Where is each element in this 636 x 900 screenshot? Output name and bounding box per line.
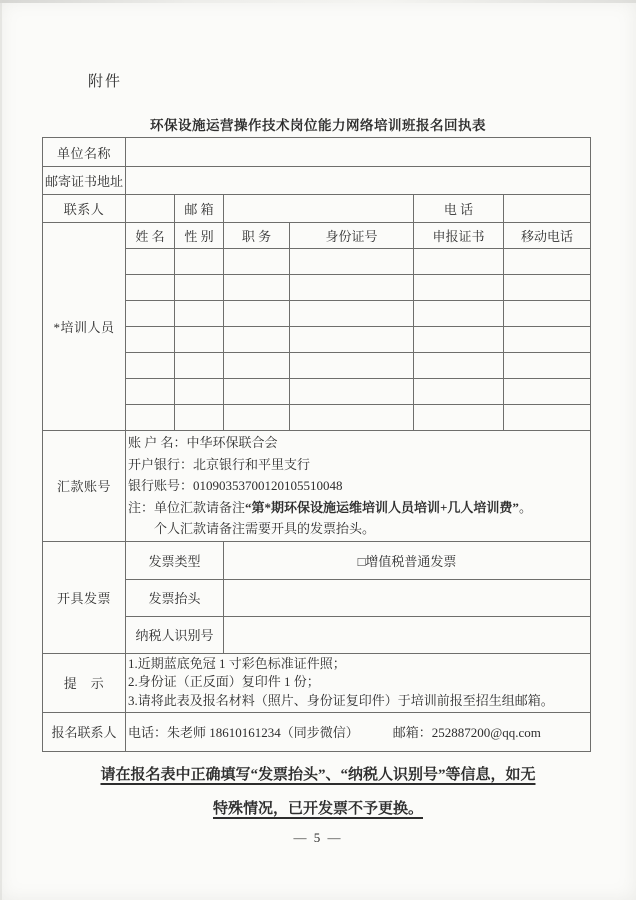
remittance-note-line1 [128,497,588,519]
empty-cell [504,275,591,301]
unit-name-value-cell [126,138,591,167]
empty-cell [290,405,414,431]
footer-note [0,758,636,826]
invoice-label: 开具发票 [43,541,126,653]
empty-cell [224,275,290,301]
taxpayer-id-label: 纳税人识别号 [126,616,224,653]
col-header-id-number: 身份证号 [290,223,414,249]
registration-contact-row [43,712,591,751]
footer-note-line-1: 请在报名表中正确填写“发票抬头”、“纳税人识别号”等信息，如无 [100,767,536,783]
page-title: 环保设施运营操作技术岗位能力网络培训班报名回执表 [150,118,486,133]
empty-cell [175,405,224,431]
taxpayer-id-row [43,616,591,653]
contact-row [43,195,591,223]
trainee-empty-row [43,249,591,275]
empty-cell [175,327,224,353]
col-header-position: 职 务 [224,223,290,249]
empty-cell [224,379,290,405]
empty-cell [126,379,175,405]
empty-cell [126,353,175,379]
tip-line-3: 3.请将此表及报名材料（照片、身份证复印件）于培训前报至招生组邮箱。 [128,692,554,708]
trainee-empty-row [43,353,591,379]
empty-cell [414,353,504,379]
remittance-note-bold: “第*期环保设施运维培训人员培训+几人培训费” [245,499,519,515]
remittance-bank: 开户银行：北京银行和平里支行 [128,456,311,472]
empty-cell [126,405,175,431]
attachment-label: 附件 [88,74,123,90]
col-header-certificate: 申报证书 [414,223,504,249]
empty-cell [290,327,414,353]
tips-row [43,653,591,712]
tip-line-1: 1.近期蓝底免冠 1 寸彩色标准证件照； [128,655,346,671]
registration-contact-email: 邮箱：252887200@qq.com [392,725,541,740]
trainees-header-row [43,223,591,249]
empty-cell [224,327,290,353]
invoice-type-label: 发票类型 [126,541,224,579]
empty-cell [224,353,290,379]
empty-cell [126,249,175,275]
empty-cell [414,249,504,275]
empty-cell [290,379,414,405]
empty-cell [126,301,175,327]
trainees-label: *培训人员 [43,223,126,431]
empty-cell [414,327,504,353]
empty-cell [224,249,290,275]
empty-cell [504,379,591,405]
remittance-account-name: 账 户 名：中华环保联合会 [128,435,278,450]
empty-cell [414,275,504,301]
empty-cell [224,405,290,431]
trainee-empty-row [43,301,591,327]
empty-cell [414,405,504,431]
empty-cell [414,301,504,327]
tip-line-2: 2.身份证（正反面）复印件 1 份； [128,674,320,690]
empty-cell [175,275,224,301]
registration-contact-phone: 电话：朱老师 18610161234（同步微信） [128,725,359,740]
trainee-empty-row [43,327,591,353]
tips-content [126,653,591,712]
trainee-empty-row [43,275,591,301]
empty-cell [504,327,591,353]
remittance-row [43,431,591,542]
contact-phone-label: 电 话 [414,195,504,223]
unit-name-row [43,138,591,167]
col-header-name: 姓 名 [126,223,175,249]
taxpayer-id-value-cell [224,616,591,653]
tips-label: 提 示 [43,653,126,712]
mailing-address-label: 邮寄证书地址 [43,167,126,195]
empty-cell [175,353,224,379]
page-number: — 5 — [293,830,343,845]
mailing-address-row [43,167,591,195]
remittance-label: 汇款账号 [43,431,126,542]
invoice-title-row [43,579,591,616]
empty-cell [504,301,591,327]
invoice-type-value: □增值税普通发票 [224,541,591,579]
empty-cell [504,249,591,275]
empty-cell [414,379,504,405]
remittance-note-prefix: 注：单位汇款请备注 [128,499,246,515]
scan-artifact-top [0,0,636,3]
empty-cell [224,301,290,327]
empty-cell [504,353,591,379]
col-header-gender: 性 别 [175,223,224,249]
remittance-content [126,431,591,542]
trainee-empty-row [43,379,591,405]
registration-contact-content [126,712,591,751]
mailing-address-value-cell [126,167,591,195]
empty-cell [504,405,591,431]
remittance-note-suffix: 。 [518,499,532,515]
registration-contact-label: 报名联系人 [43,712,126,751]
remittance-note-line2: 个人汇款请备注需要开具的发票抬头。 [154,521,376,536]
empty-cell [175,301,224,327]
contact-name-cell [126,195,175,223]
contact-email-cell [224,195,414,223]
empty-cell [175,379,224,405]
empty-cell [175,249,224,275]
footer-note-line-2: 特殊情况，已开发票不予更换。 [212,801,423,817]
invoice-type-row [43,541,591,579]
registration-form-table [42,137,591,752]
contact-label: 联系人 [43,195,126,223]
empty-cell [290,353,414,379]
remittance-account-number: 银行账号：01090353700120105510048 [128,478,343,493]
empty-cell [290,275,414,301]
col-header-mobile: 移动电话 [504,223,591,249]
empty-cell [290,249,414,275]
contact-email-label: 邮 箱 [175,195,224,223]
invoice-title-label: 发票抬头 [126,579,224,616]
contact-phone-cell [504,195,591,223]
trainee-empty-row [43,405,591,431]
empty-cell [126,275,175,301]
empty-cell [290,301,414,327]
unit-name-label: 单位名称 [43,138,126,167]
empty-cell [126,327,175,353]
invoice-title-value-cell [224,579,591,616]
